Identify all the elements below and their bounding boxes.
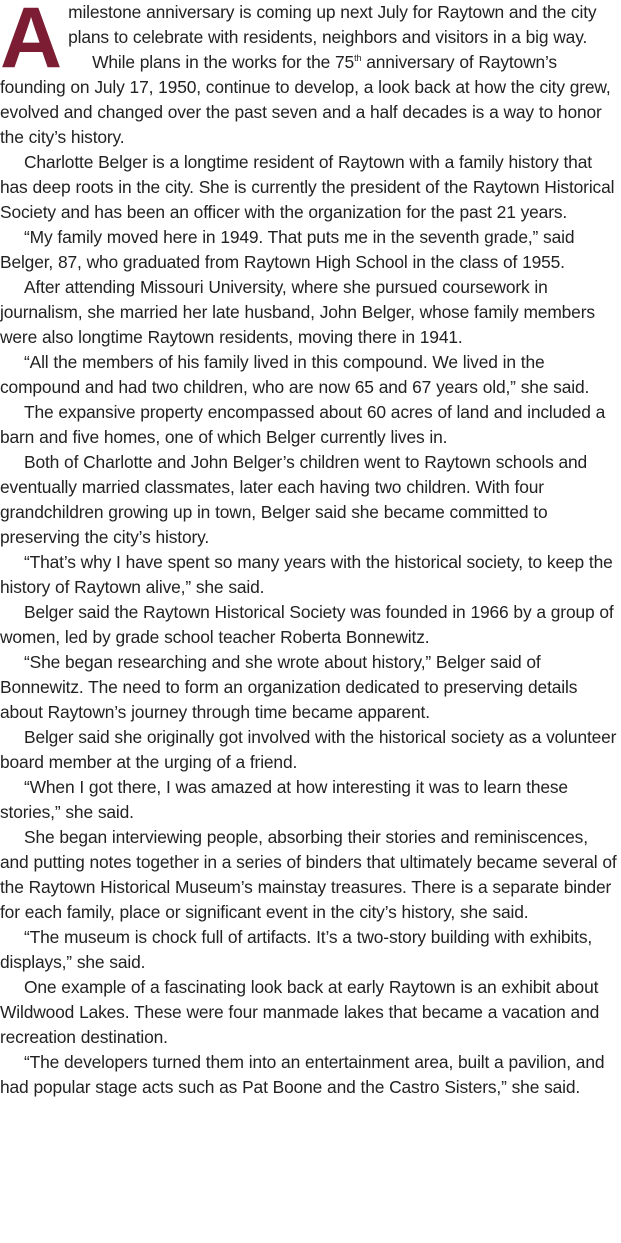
paragraph: Charlotte Belger is a longtime resident of Raytown with a family history that has deep roots in the city. She is currently the president of the Raytown Historical Society and has been an officer with the organization for the past 21 years. bbox=[0, 152, 615, 222]
paragraph: “That’s why I have spent so many years with the historical society, to keep the history of Raytown alive,” she said. bbox=[0, 552, 613, 597]
paragraph: Belger said the Raytown Historical Society was founded in 1966 by a group of women, led by grade school teacher Roberta Bonnewitz. bbox=[0, 602, 614, 647]
paragraph: She began interviewing people, absorbing their stories and reminiscences, and putting notes together in a series of binders that ultimately became several of the Raytown Historical Museum’s mainstay treasures. There is a separate binder for each family, place or significant event in the city’s history, she said. bbox=[0, 827, 617, 922]
paragraph-text: anniversary of Raytown’s founding on July 17, 1950, continue to develop, a look back at how the city grew, evolved and changed over the past seven and a half decades is a way to honor the city’s history. bbox=[0, 52, 611, 147]
paragraph: “She began researching and she wrote about history,” Belger said of Bonnewitz. The need to form an organization dedicated to preserving details about Raytown’s journey through time became apparent. bbox=[0, 652, 578, 722]
paragraph: The expansive property encompassed about 60 acres of land and included a barn and five homes, one of which Belger currently lives in. bbox=[0, 402, 606, 447]
paragraph: After attending Missouri University, where she pursued coursework in journalism, she married her late husband, John Belger, whose family members were also longtime Raytown residents, moving there in 1941. bbox=[0, 277, 595, 347]
paragraph: “When I got there, I was amazed at how interesting it was to learn these stories,” she said. bbox=[0, 777, 568, 822]
paragraph-text: While plans in the works for the 75 bbox=[92, 52, 355, 72]
paragraph: Belger said she originally got involved with the historical society as a volunteer board member at the urging of a friend. bbox=[0, 727, 617, 772]
paragraph: “All the members of his family lived in this compound. We lived in the compound and had two children, who are now 65 and 67 years old,” she said. bbox=[0, 352, 590, 397]
paragraph: “My family moved here in 1949. That puts me in the seventh grade,” said Belger, 87, who graduated from Raytown High School in the class of 1955. bbox=[0, 227, 575, 272]
paragraph: “The museum is chock full of artifacts. It’s a two-story building with exhibits, displays,” she said. bbox=[0, 927, 593, 972]
paragraph: “The developers turned them into an entertainment area, built a pavilion, and had popular stage acts such as Pat Boone and the Castro Sisters,” she said. bbox=[0, 1052, 605, 1097]
paragraph: One example of a fascinating look back at early Raytown is an exhibit about Wildwood Lakes. These were four manmade lakes that became a vacation and recreation destination. bbox=[0, 977, 600, 1047]
paragraph bbox=[0, 50, 621, 150]
lead-text: milestone anniversary is coming up next July for Raytown and the city plans to celebrate with residents, neighbors and visitors in a big way. bbox=[68, 2, 597, 47]
ordinal-suffix: th bbox=[354, 53, 362, 63]
paragraph: Both of Charlotte and John Belger’s children went to Raytown schools and eventually married classmates, later each having two children. With four grandchildren growing up in town, Belger said she became committed to preserving the city’s history. bbox=[0, 452, 588, 547]
drop-cap: A bbox=[0, 0, 63, 86]
